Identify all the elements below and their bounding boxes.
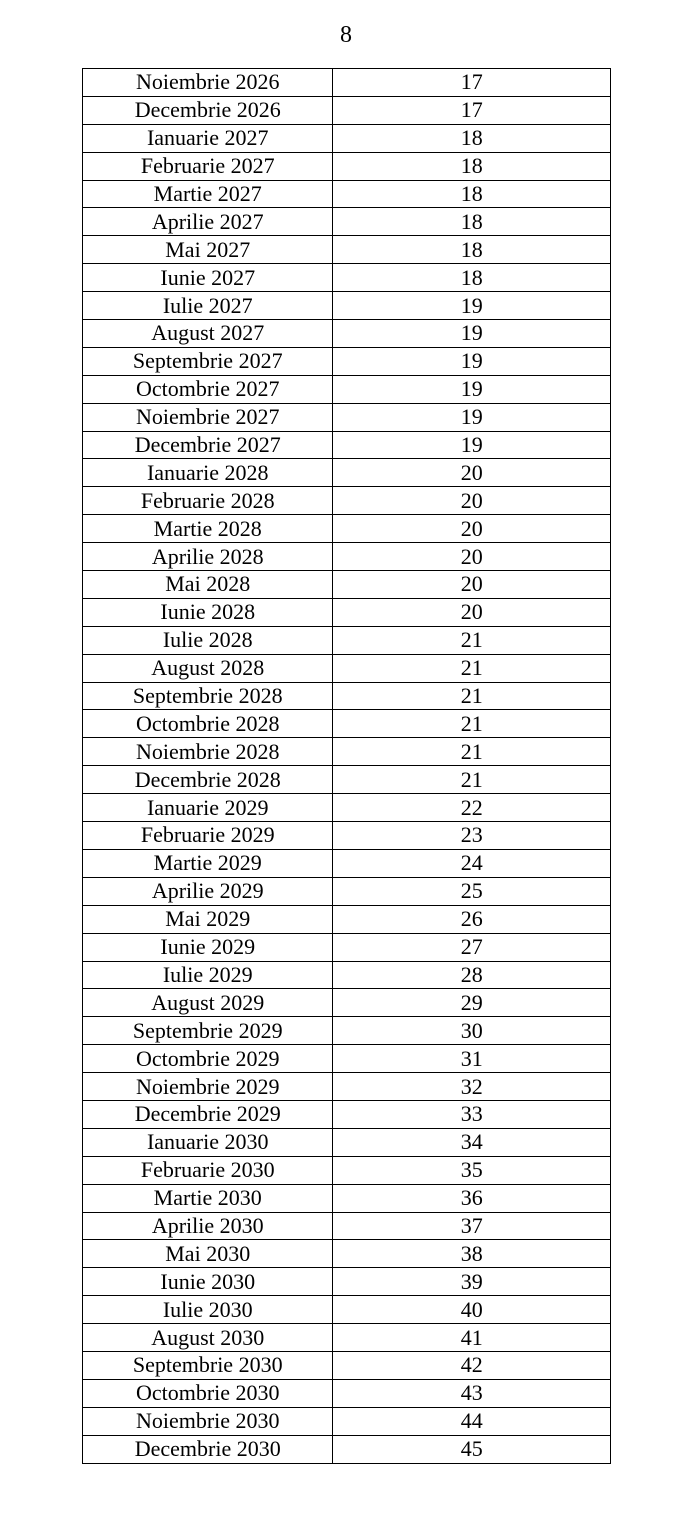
value-cell: 21 [333, 738, 611, 766]
month-cell: Februarie 2028 [83, 487, 333, 515]
month-cell: Mai 2027 [83, 236, 333, 264]
table-body [83, 69, 611, 1464]
value-cell: 18 [333, 152, 611, 180]
table-row [83, 1212, 611, 1240]
value-cell: 44 [333, 1407, 611, 1435]
month-cell: Decembrie 2030 [83, 1435, 333, 1463]
month-cell: Decembrie 2027 [83, 431, 333, 459]
month-cell: Octombrie 2030 [83, 1379, 333, 1407]
value-cell: 40 [333, 1296, 611, 1324]
value-cell: 37 [333, 1212, 611, 1240]
value-cell: 32 [333, 1073, 611, 1101]
value-cell: 19 [333, 347, 611, 375]
table-row [83, 96, 611, 124]
month-cell: Decembrie 2028 [83, 766, 333, 794]
table-row [83, 598, 611, 626]
month-cell: Noiembrie 2026 [83, 69, 333, 97]
value-cell: 20 [333, 515, 611, 543]
table-row [83, 1351, 611, 1379]
month-cell: Februarie 2030 [83, 1156, 333, 1184]
value-cell: 31 [333, 1045, 611, 1073]
table-row [83, 1156, 611, 1184]
month-cell: Noiembrie 2029 [83, 1073, 333, 1101]
value-cell: 28 [333, 961, 611, 989]
month-cell: Ianuarie 2029 [83, 794, 333, 822]
table-row [83, 1128, 611, 1156]
month-cell: Aprilie 2027 [83, 208, 333, 236]
table-row [83, 543, 611, 571]
value-cell: 38 [333, 1240, 611, 1268]
month-cell: Septembrie 2029 [83, 1017, 333, 1045]
month-cell: Martie 2029 [83, 849, 333, 877]
value-cell: 35 [333, 1156, 611, 1184]
month-cell: Ianuarie 2027 [83, 124, 333, 152]
value-cell: 19 [333, 320, 611, 348]
table-row [83, 1296, 611, 1324]
table-row [83, 877, 611, 905]
value-cell: 18 [333, 208, 611, 236]
table-row [83, 347, 611, 375]
value-cell: 19 [333, 292, 611, 320]
table-row [83, 236, 611, 264]
value-cell: 19 [333, 403, 611, 431]
month-cell: Septembrie 2030 [83, 1351, 333, 1379]
month-cell: Martie 2030 [83, 1184, 333, 1212]
month-cell: Aprilie 2028 [83, 543, 333, 571]
month-cell: Martie 2027 [83, 180, 333, 208]
table-row [83, 152, 611, 180]
value-cell: 17 [333, 96, 611, 124]
table-row [83, 487, 611, 515]
month-cell: Ianuarie 2028 [83, 459, 333, 487]
value-cell: 21 [333, 654, 611, 682]
table-row [83, 626, 611, 654]
month-cell: Decembrie 2026 [83, 96, 333, 124]
value-cell: 36 [333, 1184, 611, 1212]
value-cell: 45 [333, 1435, 611, 1463]
value-cell: 19 [333, 375, 611, 403]
table-row [83, 1407, 611, 1435]
value-cell: 18 [333, 180, 611, 208]
table-row [83, 292, 611, 320]
value-cell: 33 [333, 1100, 611, 1128]
schedule-table [82, 68, 611, 1464]
value-cell: 20 [333, 487, 611, 515]
month-cell: Septembrie 2028 [83, 682, 333, 710]
value-cell: 17 [333, 69, 611, 97]
month-cell: August 2030 [83, 1324, 333, 1352]
table-row [83, 208, 611, 236]
table-row [83, 710, 611, 738]
table-row [83, 1268, 611, 1296]
table-row [83, 1100, 611, 1128]
month-cell: August 2029 [83, 989, 333, 1017]
value-cell: 29 [333, 989, 611, 1017]
month-cell: Iunie 2027 [83, 264, 333, 292]
table-row [83, 1045, 611, 1073]
month-cell: Februarie 2027 [83, 152, 333, 180]
value-cell: 34 [333, 1128, 611, 1156]
table-row [83, 375, 611, 403]
month-cell: Noiembrie 2027 [83, 403, 333, 431]
month-cell: Octombrie 2028 [83, 710, 333, 738]
table-row [83, 794, 611, 822]
table-row [83, 180, 611, 208]
value-cell: 23 [333, 822, 611, 850]
table-row [83, 264, 611, 292]
month-cell: Noiembrie 2028 [83, 738, 333, 766]
table-row [83, 459, 611, 487]
month-cell: Iunie 2030 [83, 1268, 333, 1296]
table-row [83, 431, 611, 459]
table-row [83, 849, 611, 877]
value-cell: 20 [333, 598, 611, 626]
value-cell: 18 [333, 236, 611, 264]
month-cell: Februarie 2029 [83, 822, 333, 850]
page-number: 8 [340, 22, 352, 48]
value-cell: 21 [333, 626, 611, 654]
value-cell: 20 [333, 459, 611, 487]
value-cell: 20 [333, 543, 611, 571]
table-row [83, 766, 611, 794]
value-cell: 19 [333, 431, 611, 459]
value-cell: 21 [333, 682, 611, 710]
table-row [83, 961, 611, 989]
value-cell: 22 [333, 794, 611, 822]
table-row [83, 1017, 611, 1045]
table-row [83, 1240, 611, 1268]
table-row [83, 403, 611, 431]
table-row [83, 571, 611, 599]
table-row [83, 1073, 611, 1101]
table-row [83, 654, 611, 682]
table-row [83, 822, 611, 850]
month-cell: Octombrie 2027 [83, 375, 333, 403]
table-row [83, 738, 611, 766]
value-cell: 30 [333, 1017, 611, 1045]
table-row [83, 1379, 611, 1407]
value-cell: 25 [333, 877, 611, 905]
month-cell: Martie 2028 [83, 515, 333, 543]
month-cell: Aprilie 2029 [83, 877, 333, 905]
month-cell: Aprilie 2030 [83, 1212, 333, 1240]
value-cell: 27 [333, 933, 611, 961]
value-cell: 42 [333, 1351, 611, 1379]
month-cell: Iunie 2029 [83, 933, 333, 961]
table-row [83, 682, 611, 710]
month-cell: Noiembrie 2030 [83, 1407, 333, 1435]
value-cell: 20 [333, 571, 611, 599]
value-cell: 26 [333, 905, 611, 933]
month-cell: Iulie 2027 [83, 292, 333, 320]
table-row [83, 1324, 611, 1352]
table-row [83, 320, 611, 348]
value-cell: 24 [333, 849, 611, 877]
value-cell: 21 [333, 710, 611, 738]
month-cell: Iulie 2030 [83, 1296, 333, 1324]
value-cell: 18 [333, 124, 611, 152]
table-row [83, 515, 611, 543]
table-row [83, 69, 611, 97]
month-cell: Iulie 2029 [83, 961, 333, 989]
value-cell: 18 [333, 264, 611, 292]
table-row [83, 124, 611, 152]
table-row [83, 1435, 611, 1463]
month-cell: August 2028 [83, 654, 333, 682]
table-row [83, 989, 611, 1017]
month-cell: Iunie 2028 [83, 598, 333, 626]
month-cell: Septembrie 2027 [83, 347, 333, 375]
month-cell: Mai 2029 [83, 905, 333, 933]
month-cell: Decembrie 2029 [83, 1100, 333, 1128]
value-cell: 41 [333, 1324, 611, 1352]
value-cell: 43 [333, 1379, 611, 1407]
value-cell: 39 [333, 1268, 611, 1296]
table-row [83, 905, 611, 933]
month-cell: Octombrie 2029 [83, 1045, 333, 1073]
table-row [83, 1184, 611, 1212]
month-cell: Iulie 2028 [83, 626, 333, 654]
month-cell: August 2027 [83, 320, 333, 348]
month-cell: Ianuarie 2030 [83, 1128, 333, 1156]
value-cell: 21 [333, 766, 611, 794]
table-row [83, 933, 611, 961]
month-cell: Mai 2030 [83, 1240, 333, 1268]
month-cell: Mai 2028 [83, 571, 333, 599]
